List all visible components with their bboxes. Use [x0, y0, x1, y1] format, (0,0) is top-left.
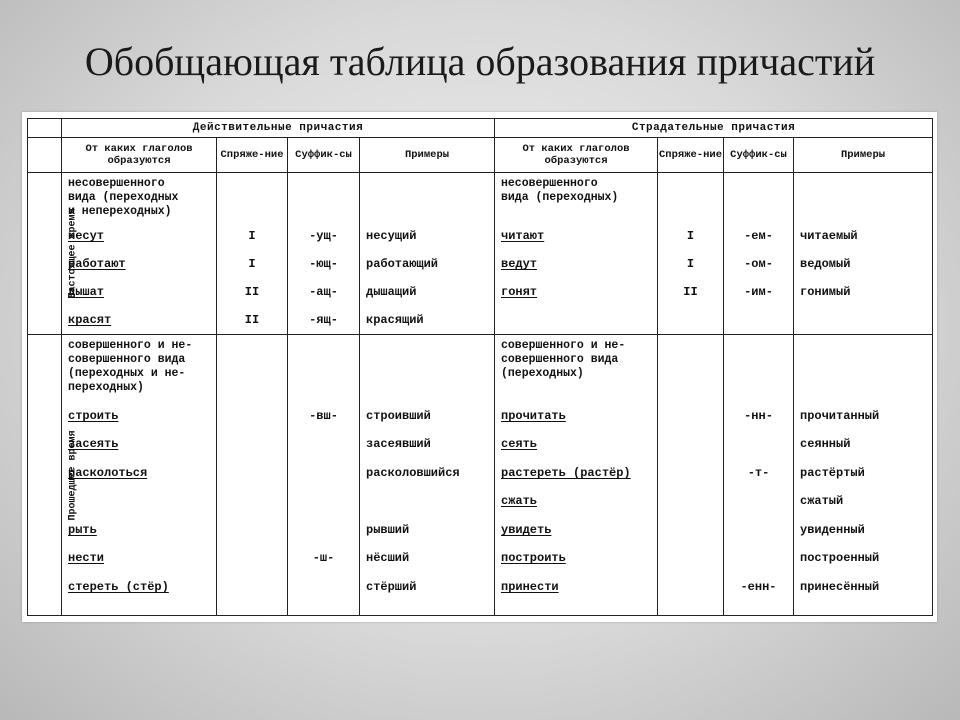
past-active-conj-cell — [217, 335, 288, 616]
past-active-example: строивший — [366, 409, 431, 423]
past-passive-suffix: -нн- — [744, 409, 773, 423]
present-active-example: красящий — [366, 313, 424, 327]
corner-cell-2 — [28, 138, 62, 173]
header-examples-passive: Примеры — [794, 138, 933, 173]
present-passive-conj: I — [686, 229, 695, 243]
present-active-example-cell — [360, 173, 495, 335]
tense-past — [28, 335, 79, 616]
past-active-verb: расколоться — [68, 466, 148, 480]
table-sheet — [22, 112, 937, 622]
past-active-verb: стереть (стёр) — [68, 580, 169, 594]
present-passive-verb: читают — [501, 229, 545, 243]
present-active-verb: несут — [68, 229, 105, 243]
past-passive-desc-line: совершенного вида — [501, 353, 619, 366]
header-suffixes-passive: Суффик-сы — [724, 138, 794, 173]
past-passive-example: прочитанный — [800, 409, 880, 423]
present-active-suffix-cell — [288, 173, 360, 335]
past-passive-verbs-cell — [495, 335, 658, 616]
present-active-desc-line: несовершенного — [68, 177, 165, 190]
past-passive-example: растёртый — [800, 466, 865, 480]
corner-cell — [28, 119, 62, 138]
present-active-suffix: -ющ- — [309, 257, 338, 271]
group-passive: Страдательные причастия — [495, 119, 933, 138]
present-active-conj: II — [244, 313, 260, 327]
present-passive-verb: гонят — [501, 285, 538, 299]
group-active: Действительные причастия — [62, 119, 495, 138]
present-active-suffix: -ащ- — [309, 285, 338, 299]
present-active-suffix: -ящ- — [309, 313, 338, 327]
past-active-example: расколовшийся — [366, 466, 460, 480]
header-examples-active: Примеры — [360, 138, 495, 173]
past-passive-example: сеянный — [800, 437, 851, 451]
present-passive-example: гонимый — [800, 285, 851, 299]
past-passive-verb: прочитать — [501, 409, 566, 423]
past-passive-suffix-cell — [724, 335, 794, 616]
header-from-verbs-active: От каких глаголов образуются — [62, 138, 217, 173]
tense-past-label: Прошедшее время — [67, 429, 79, 521]
past-active-verb: рыть — [68, 523, 97, 537]
past-passive-desc-line: совершенного и не- — [501, 339, 626, 352]
past-passive-example: сжатый — [800, 494, 844, 508]
present-passive-desc-line: вида (переходных) — [501, 191, 619, 204]
present-active-example: дышащий — [366, 285, 417, 299]
tense-present — [28, 173, 79, 335]
present-passive-suffix: -им- — [744, 285, 773, 299]
slide-title: Обобщающая таблица образования причастий — [84, 39, 876, 84]
present-passive-verbs-cell — [495, 173, 658, 335]
past-passive-desc-line: (переходных) — [501, 367, 584, 380]
past-active-suffix: -ш- — [312, 551, 335, 565]
past-passive-verb: принести — [501, 580, 559, 594]
past-active-example: рывший — [366, 523, 410, 537]
present-passive-suffix-cell — [724, 173, 794, 335]
header-conjugation-passive: Спряже-ние — [658, 138, 724, 173]
past-active-example-cell — [360, 335, 495, 616]
header-conjugation-active: Спряже-ние — [217, 138, 288, 173]
past-passive-suffix: -енн- — [740, 580, 777, 594]
past-passive-example-cell — [794, 335, 933, 616]
past-passive-verb: увидеть — [501, 523, 552, 537]
header-suffixes-active: Суффик-сы — [288, 138, 360, 173]
past-active-verbs-cell — [62, 335, 217, 616]
present-active-conj: I — [248, 229, 256, 243]
past-active-desc-line: переходных) — [68, 381, 144, 394]
participle-table — [27, 118, 933, 616]
past-passive-verb: сжать — [501, 494, 538, 508]
present-passive-conj: II — [683, 285, 698, 299]
past-active-suffix: -вш- — [309, 409, 338, 423]
past-passive-example: построенный — [800, 551, 880, 565]
present-passive-verb: ведут — [501, 257, 538, 271]
present-active-example: работающий — [366, 257, 439, 271]
present-active-desc-line: вида (переходных — [68, 191, 179, 204]
past-passive-example: увиденный — [800, 523, 865, 537]
past-passive-conj-cell — [658, 335, 724, 616]
present-passive-suffix: -ем- — [744, 229, 773, 243]
present-active-conj: II — [244, 285, 260, 299]
present-passive-example: ведомый — [800, 257, 851, 271]
present-active-conj: I — [248, 257, 256, 271]
present-passive-desc-line: несовершенного — [501, 177, 598, 190]
past-passive-verb: сеять — [501, 437, 538, 451]
past-active-desc-line: совершенного вида — [68, 353, 186, 366]
past-active-desc-line: совершенного и не- — [68, 339, 193, 352]
present-active-verb: работают — [68, 257, 126, 271]
past-active-verb: засеять — [68, 437, 119, 451]
past-passive-verb: построить — [501, 551, 566, 565]
past-active-example: стёрший — [366, 580, 417, 594]
past-active-verb: нести — [68, 551, 105, 565]
past-active-example: засеявший — [366, 437, 431, 451]
present-active-example: несущий — [366, 229, 417, 243]
present-passive-conj-cell — [658, 173, 724, 335]
present-active-desc-line: и непереходных) — [68, 205, 172, 218]
present-passive-example-cell — [794, 173, 933, 335]
past-active-example: нёсший — [366, 551, 410, 565]
present-passive-conj: I — [686, 257, 695, 271]
present-passive-suffix: -ом- — [744, 257, 773, 271]
past-passive-suffix: -т- — [747, 466, 770, 480]
past-passive-verb: растереть (растёр) — [501, 466, 631, 480]
past-active-verb: строить — [68, 409, 119, 423]
present-active-suffix: -ущ- — [309, 229, 338, 243]
present-active-verb: красят — [68, 313, 112, 327]
tense-present-label: Настоящее время — [67, 208, 79, 299]
header-from-verbs-passive: От каких глаголов образуются — [495, 138, 658, 173]
past-active-suffix-cell — [288, 335, 360, 616]
present-active-verb: дышат — [68, 285, 105, 299]
present-active-verbs-cell — [62, 173, 217, 335]
present-passive-example: читаемый — [800, 229, 858, 243]
past-active-desc-line: (переходных и не- — [68, 367, 186, 380]
present-active-conj-cell — [217, 173, 288, 335]
past-passive-example: принесённый — [800, 580, 880, 594]
